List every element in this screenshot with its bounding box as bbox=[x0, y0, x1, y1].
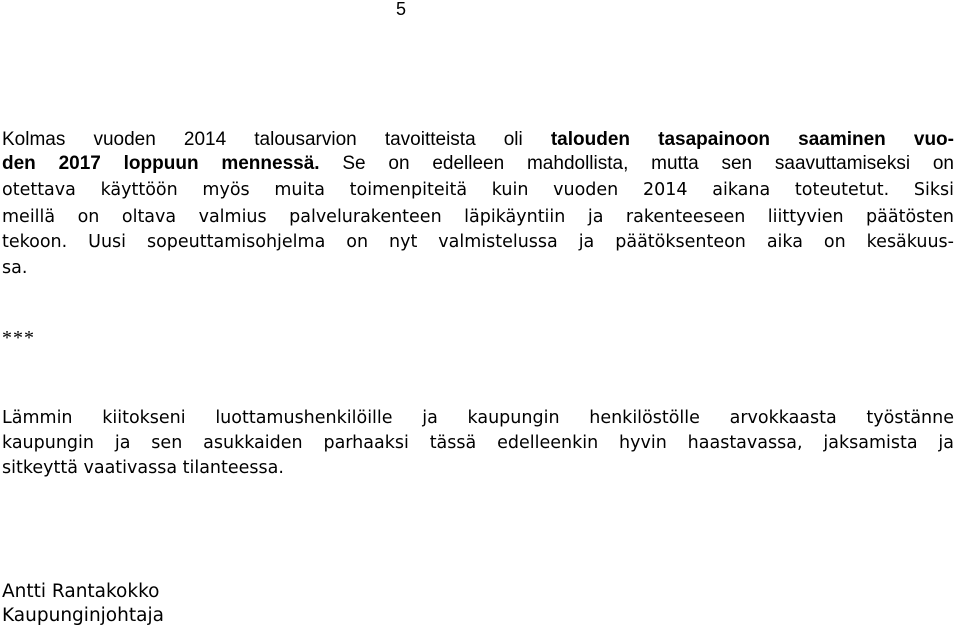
paragraph-line: meillä on oltava valmius palvelurakenteen läpikäyntiin ja rakenteeseen liittyvien päätösten bbox=[2, 207, 954, 227]
signature-title: Kaupunginjohtaja bbox=[2, 605, 164, 626]
paragraph-line: kaupungin ja sen asukkaiden parhaaksi tässä edelleenkin hyvin haastavassa, jaksamista ja bbox=[2, 433, 954, 453]
paragraph-line: otettava käyttöön myös muita toimenpiteitä kuin vuoden 2014 aikana toteutetut. Siksi bbox=[2, 180, 954, 200]
paragraph-line bbox=[2, 152, 954, 176]
page-number: 5 bbox=[396, 0, 407, 19]
paragraph-line bbox=[2, 128, 954, 152]
bold-text-run: den 2017 loppuun mennessä. bbox=[2, 153, 320, 174]
paragraph-line: Lämmin kiitokseni luottamushenkilöille ja kaupungin henkilöstölle arvokkaasta työstänne bbox=[2, 408, 954, 428]
paragraph-line: sa. bbox=[2, 258, 28, 278]
text-run: Se on edelleen mahdollista, mutta sen saavuttamiseksi on bbox=[319, 153, 954, 174]
section-separator: *** bbox=[2, 327, 35, 349]
bold-text-run: talouden tasapainoon saaminen vuo- bbox=[550, 129, 954, 150]
text-run: Kolmas vuoden 2014 talousarvion tavoitteista oli bbox=[2, 129, 551, 150]
signature-name: Antti Rantakokko bbox=[2, 581, 160, 602]
paragraph-line: sitkeyttä vaativassa tilanteessa. bbox=[2, 458, 284, 478]
paragraph-line: tekoon. Uusi sopeuttamisohjelma on nyt valmistelussa ja päätöksenteon aika on kesäkuus- bbox=[2, 232, 954, 252]
